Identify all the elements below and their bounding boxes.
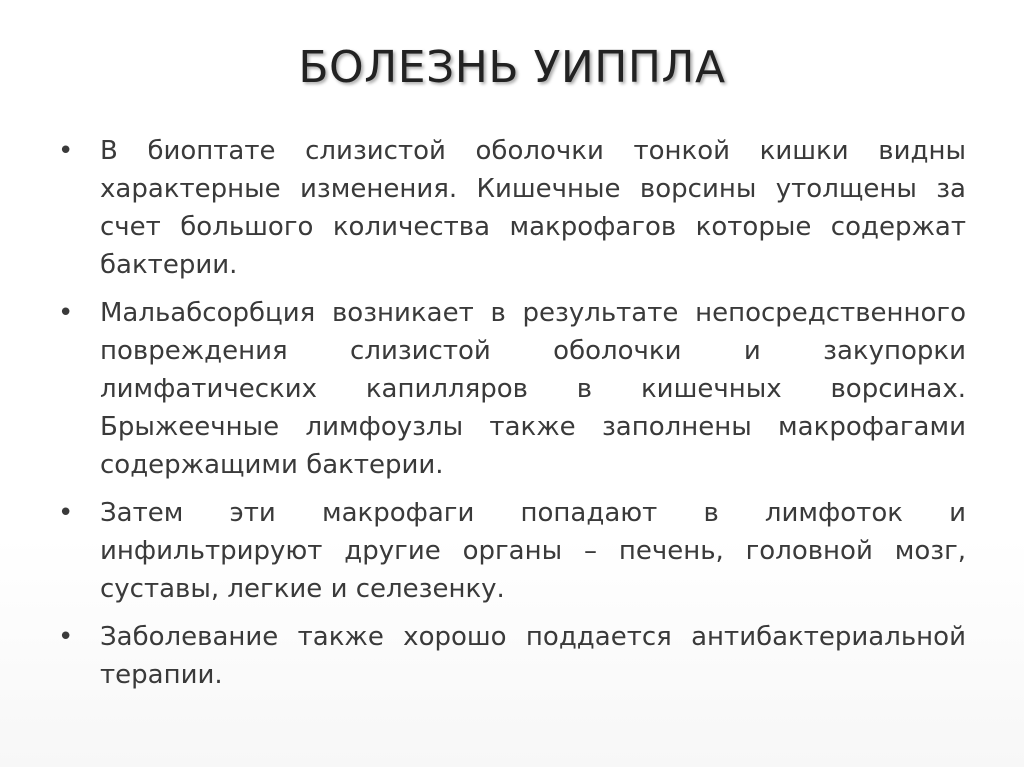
bullet-item (56, 494, 966, 608)
bullet-item (56, 618, 966, 694)
bullet-marker: • (58, 498, 74, 528)
bullet-list (56, 132, 966, 704)
bullet-marker: • (58, 622, 74, 652)
bullet-text: Заболевание также хорошо поддается антибактериальной терапии. (100, 622, 966, 690)
bullet-marker: • (58, 136, 74, 166)
bullet-text: Мальабсорбция возникает в результате непосредственного повреждения слизистой оболочки и закупорки лимфатических капилляров в кишечных ворсинах. Брыжеечные лимфоузлы также заполнены макрофагами содержащими бактерии. (100, 298, 966, 480)
bullet-item (56, 132, 966, 284)
slide-title: БОЛЕЗНЬ УИППЛА (298, 42, 726, 93)
bullet-marker: • (58, 298, 74, 328)
bullet-text: Затем эти макрофаги попадают в лимфоток и инфильтрируют другие органы – печень, головной мозг, суставы, легкие и селезенку. (100, 498, 966, 604)
bullet-text: В биоптате слизистой оболочки тонкой кишки видны характерные изменения. Кишечные ворсины утолщены за счет большого количества макрофагов которые содержат бактерии. (100, 136, 966, 280)
bullet-item (56, 294, 966, 484)
